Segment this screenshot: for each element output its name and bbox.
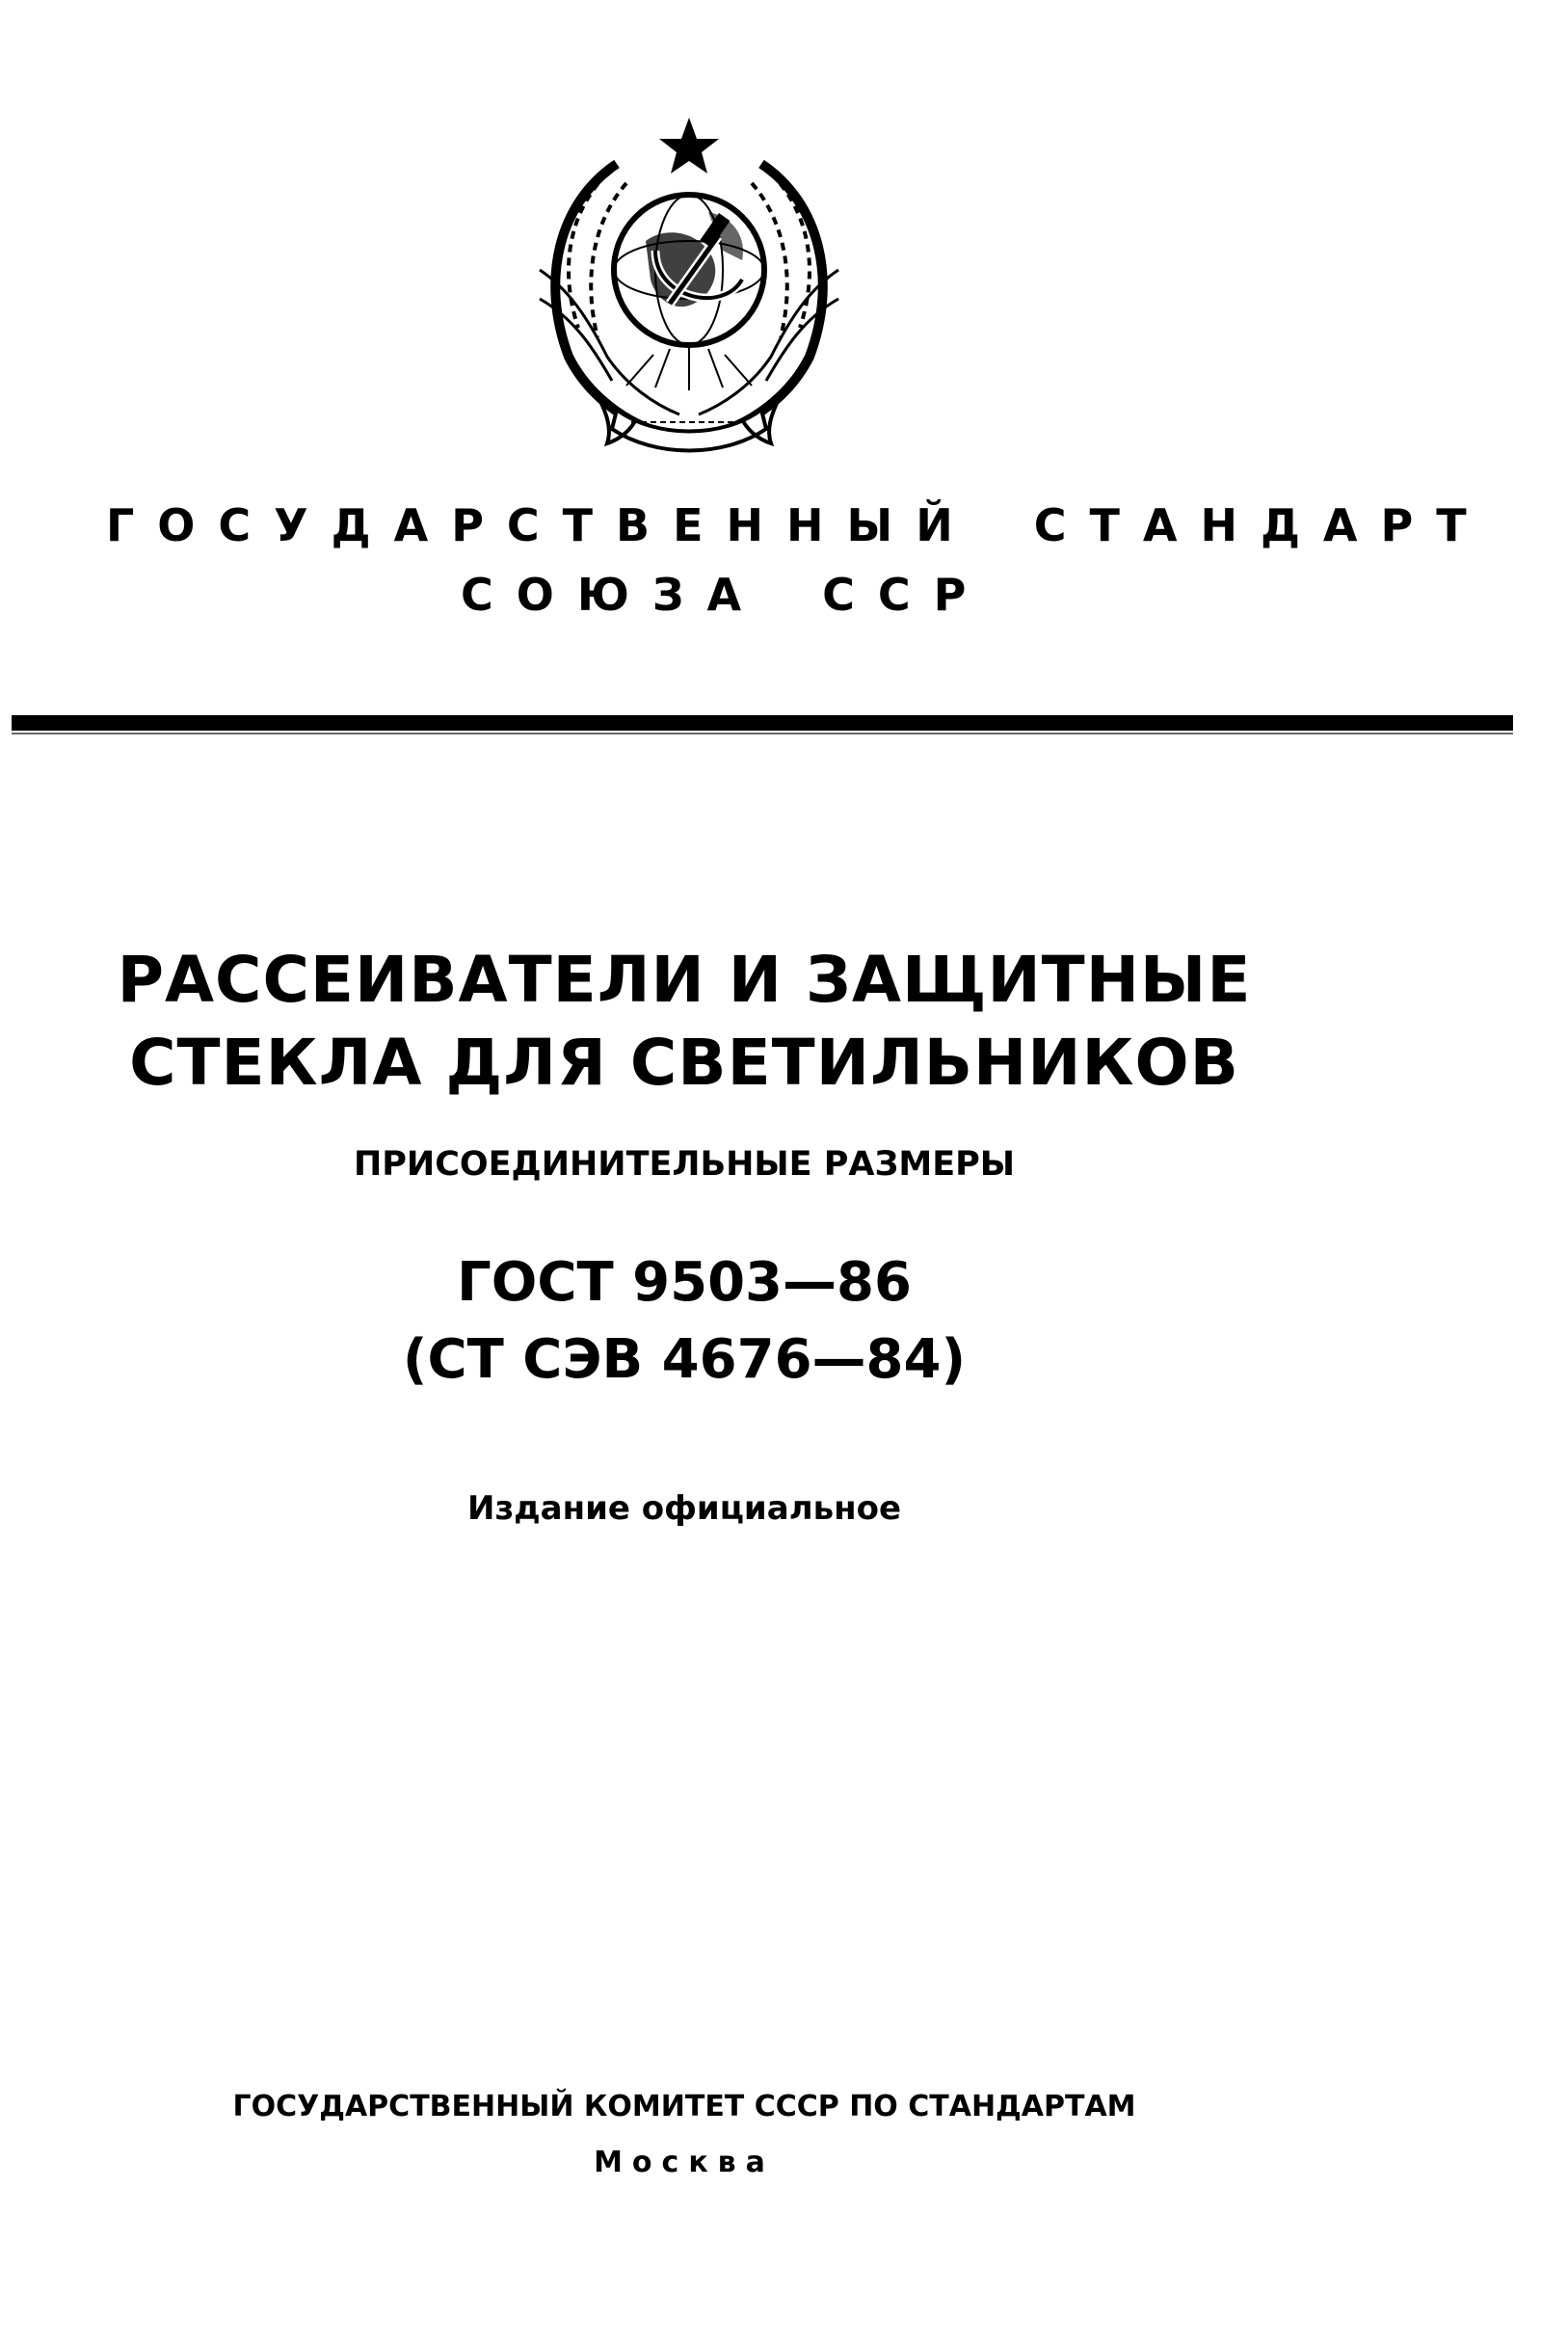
- header-word-union: СОЮЗА: [461, 569, 765, 621]
- header-union-ussr: [461, 569, 989, 621]
- header-word-standard: СТАНДАРТ: [1033, 499, 1490, 551]
- document-title-line2: СТЕКЛА ДЛЯ СВЕТИЛЬНИКОВ: [129, 1026, 1239, 1100]
- publisher-city: Москва: [594, 2146, 775, 2179]
- cmea-equivalent: (СТ СЭВ 4676—84): [402, 1328, 967, 1391]
- gost-number: ГОСТ 9503—86: [457, 1251, 912, 1314]
- horizontal-rule: [12, 715, 1513, 731]
- document-subtitle: ПРИСОЕДИНИТЕЛЬНЫЕ РАЗМЕРЫ: [353, 1145, 1016, 1184]
- publisher-committee: ГОСУДАРСТВЕННЫЙ КОМИТЕТ СССР ПО СТАНДАРТАМ: [232, 2090, 1136, 2123]
- header-word-state: ГОСУДАРСТВЕННЫЙ: [106, 499, 976, 551]
- header-state-standard: [106, 499, 1490, 551]
- horizontal-rule-thin: [12, 733, 1513, 734]
- header-word-ussr: ССР: [822, 569, 990, 621]
- document-title-line1: РАССЕИВАТЕЛИ И ЗАЩИТНЫЕ: [117, 943, 1252, 1017]
- star-icon: [659, 118, 719, 174]
- edition-label: Издание официальное: [466, 1489, 902, 1528]
- ussr-emblem-icon: [501, 106, 877, 463]
